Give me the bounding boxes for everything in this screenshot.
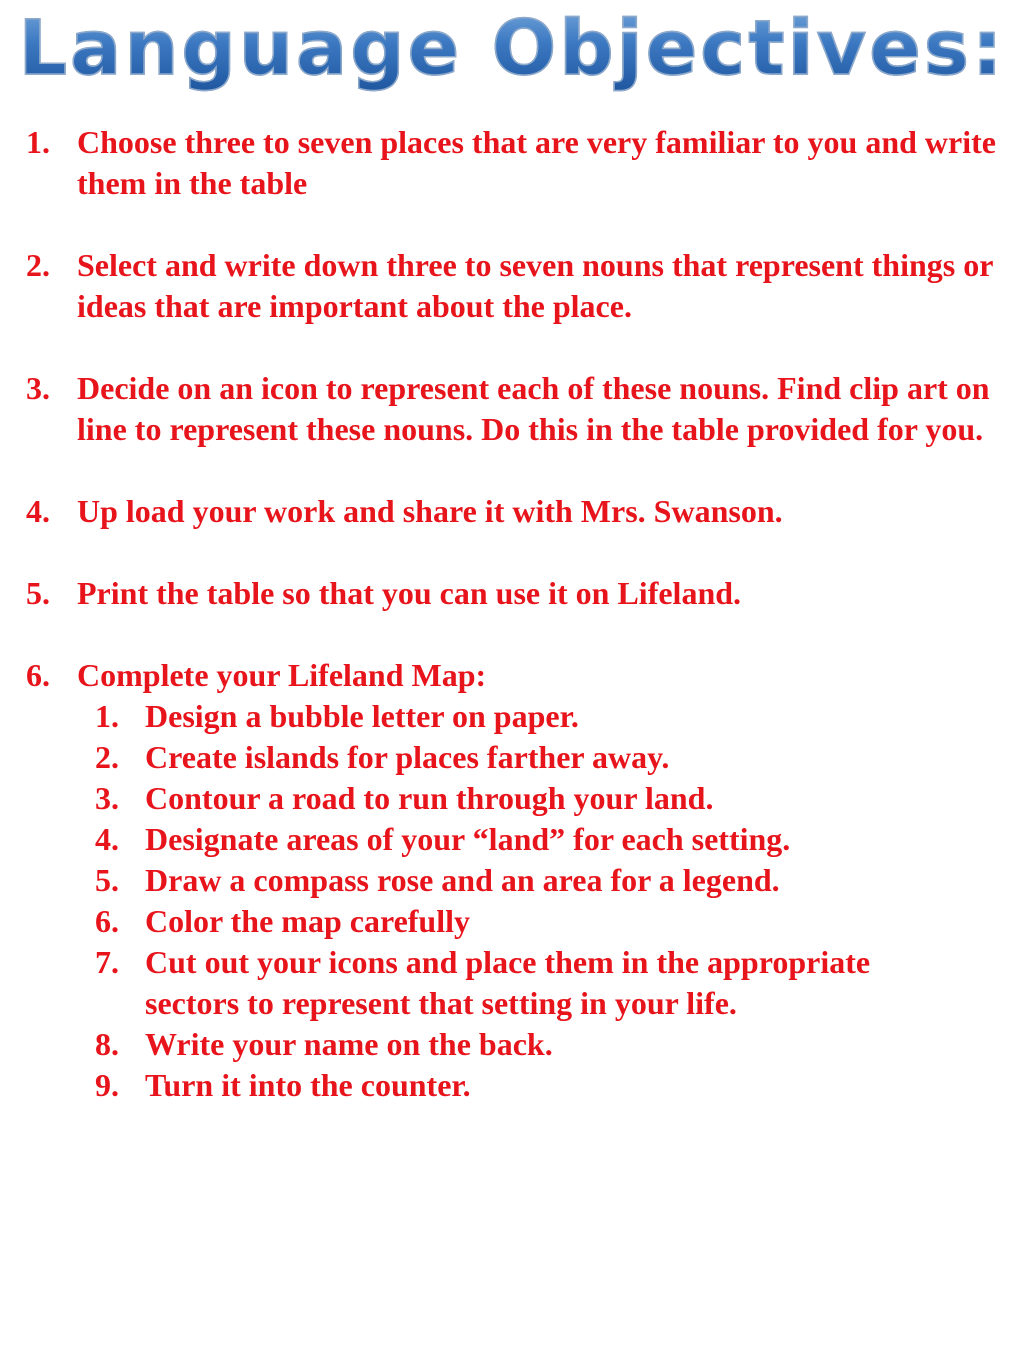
map-step-text: Designate areas of your “land” for each setting.: [145, 821, 791, 857]
map-step-number: 3.: [95, 780, 119, 816]
objective-number: 1.: [26, 124, 50, 160]
map-step: [77, 1065, 945, 1106]
map-step-text: Cut out your icons and place them in the appropriate sectors to represent that setting in your life.: [145, 944, 871, 1021]
map-step-number: 8.: [95, 1026, 119, 1062]
objective-text: Print the table so that you can use it on Lifeland.: [77, 575, 742, 611]
objective-text: Complete your Lifeland Map:: [77, 657, 487, 693]
objective-item: [0, 122, 1002, 204]
objective-number: 5.: [26, 575, 50, 611]
objective-number: 2.: [26, 247, 50, 283]
map-step-text: Draw a compass rose and an area for a legend.: [145, 862, 780, 898]
map-step-text: Design a bubble letter on paper.: [145, 698, 579, 734]
page-title: Language Objectives:: [0, 2, 1024, 94]
map-step-text: Color the map carefully: [145, 903, 470, 939]
objective-item: [0, 245, 1002, 327]
map-step: [77, 901, 945, 942]
objective-text: Choose three to seven places that are very familiar to you and write them in the table: [77, 124, 996, 201]
map-step-number: 7.: [95, 944, 119, 980]
map-step-number: 9.: [95, 1067, 119, 1103]
lifeland-map-steps: [77, 696, 1002, 1106]
objective-number: 6.: [26, 657, 50, 693]
objective-text: Up load your work and share it with Mrs. Swanson.: [77, 493, 783, 529]
objective-item-lifeland-map: [0, 655, 1002, 1106]
map-step: [77, 819, 945, 860]
map-step-number: 5.: [95, 862, 119, 898]
objective-text: Select and write down three to seven nouns that represent things or ideas that are important about the place.: [77, 247, 993, 324]
map-step: [77, 696, 945, 737]
objective-item: [0, 491, 1002, 532]
objective-number: 3.: [26, 370, 50, 406]
map-step: [77, 1024, 945, 1065]
map-step-number: 1.: [95, 698, 119, 734]
objective-number: 4.: [26, 493, 50, 529]
map-step-text: Create islands for places farther away.: [145, 739, 670, 775]
map-step: [77, 778, 945, 819]
map-step-number: 6.: [95, 903, 119, 939]
map-step-text: Contour a road to run through your land.: [145, 780, 714, 816]
map-step-number: 4.: [95, 821, 119, 857]
map-step: [77, 737, 945, 778]
objectives-list: [0, 122, 1024, 1147]
objective-item: [0, 368, 1002, 450]
map-step: [77, 860, 945, 901]
objective-item: [0, 573, 1002, 614]
map-step-text: Write your name on the back.: [145, 1026, 553, 1062]
map-step: [77, 942, 945, 1024]
map-step-text: Turn it into the counter.: [145, 1067, 471, 1103]
map-step-number: 2.: [95, 739, 119, 775]
objective-text: Decide on an icon to represent each of these nouns. Find clip art on line to represent these nouns. Do this in the table provided for you.: [77, 370, 990, 447]
